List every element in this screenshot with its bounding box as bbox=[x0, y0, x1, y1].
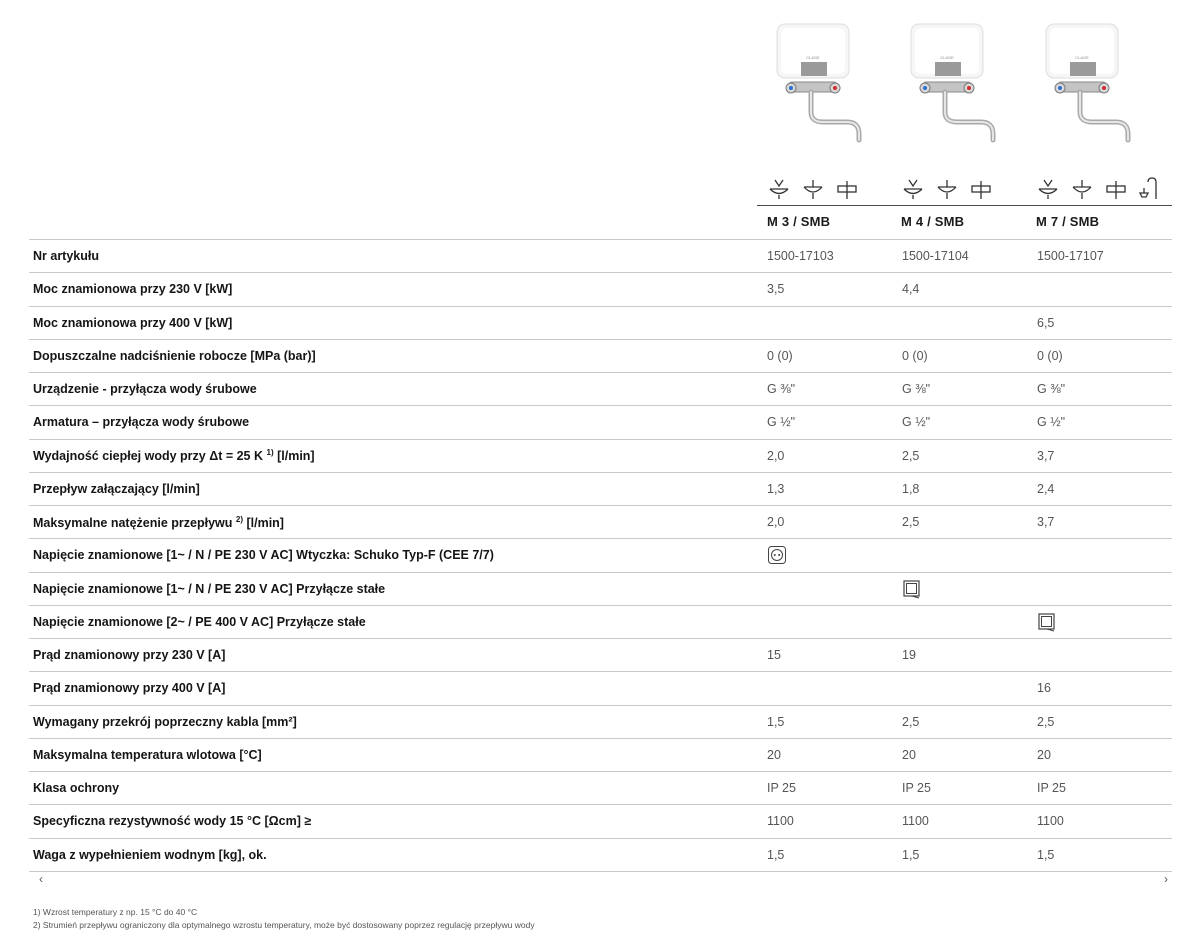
table-row bbox=[29, 240, 1172, 273]
table-row bbox=[29, 772, 1172, 805]
value-cell bbox=[902, 605, 1037, 638]
water-heater-image bbox=[767, 22, 877, 150]
row-label-text: Dopuszczalne nadciśnienie robocze [MPa (bar)] bbox=[33, 348, 316, 363]
value-cell: 16 bbox=[1037, 672, 1172, 705]
value-cell: 3,7 bbox=[1037, 506, 1172, 539]
value-cell: 2,5 bbox=[902, 439, 1037, 472]
row-label bbox=[29, 805, 767, 838]
value-cell: 1,8 bbox=[902, 472, 1037, 505]
value-cell bbox=[902, 672, 1037, 705]
row-label-text: Maksymalne natężenie przepływu bbox=[33, 515, 233, 530]
value-cell: G ½" bbox=[902, 406, 1037, 439]
scroll-left-button[interactable]: ‹ bbox=[39, 872, 43, 886]
basin-under-icon bbox=[1104, 176, 1128, 200]
row-label bbox=[29, 273, 767, 306]
value-cell: 1100 bbox=[767, 805, 902, 838]
value-cell bbox=[767, 672, 902, 705]
table-row bbox=[29, 406, 1172, 439]
model-name: M 3 / SMB bbox=[767, 214, 831, 229]
basin-over-icon bbox=[767, 176, 791, 200]
row-label bbox=[29, 572, 767, 605]
row-label-text: Napięcie znamionowe [1~ / N / PE 230 V AC] Wtyczka: Schuko Typ-F (CEE 7/7) bbox=[33, 548, 494, 563]
value-cell: 1,5 bbox=[902, 838, 1037, 871]
header-divider bbox=[757, 205, 1172, 206]
schuko-plug-icon bbox=[767, 545, 787, 565]
value-cell: 1,3 bbox=[767, 472, 902, 505]
row-label-text: Moc znamionowa przy 230 V [kW] bbox=[33, 282, 233, 297]
table-row bbox=[29, 805, 1172, 838]
value-cell bbox=[1037, 639, 1172, 672]
value-cell: G ½" bbox=[1037, 406, 1172, 439]
row-label-text: Moc znamionowa przy 400 V [kW] bbox=[33, 315, 233, 330]
value-cell bbox=[1037, 273, 1172, 306]
table-row bbox=[29, 738, 1172, 771]
product-column bbox=[1036, 0, 1170, 240]
row-label bbox=[29, 406, 767, 439]
value-cell: 0 (0) bbox=[767, 339, 902, 372]
heater-drawing bbox=[767, 22, 877, 150]
value-cell: IP 25 bbox=[902, 772, 1037, 805]
value-cell bbox=[767, 306, 902, 339]
value-cell: G ½" bbox=[767, 406, 902, 439]
basin-icon bbox=[935, 176, 959, 200]
row-label-text: Urządzenie - przyłącza wody śrubowe bbox=[33, 382, 257, 397]
row-label-unit: [l/min] bbox=[243, 515, 284, 530]
row-label-text: Klasa ochrony bbox=[33, 781, 120, 796]
value-cell: 20 bbox=[902, 738, 1037, 771]
table-row bbox=[29, 705, 1172, 738]
table-row bbox=[29, 639, 1172, 672]
footnote-ref: 1) bbox=[266, 448, 274, 458]
row-label bbox=[29, 672, 767, 705]
table-row bbox=[29, 572, 1172, 605]
row-label bbox=[29, 738, 767, 771]
horizontal-scrollbar[interactable] bbox=[29, 871, 1174, 887]
row-label bbox=[29, 705, 767, 738]
value-cell: IP 25 bbox=[767, 772, 902, 805]
basin-over-icon bbox=[1036, 176, 1060, 200]
product-header bbox=[0, 0, 1200, 240]
value-cell: 1100 bbox=[902, 805, 1037, 838]
value-cell: 2,0 bbox=[767, 506, 902, 539]
value-cell bbox=[1037, 605, 1172, 638]
value-cell: 3,7 bbox=[1037, 439, 1172, 472]
value-cell bbox=[767, 572, 902, 605]
value-cell: 2,5 bbox=[902, 705, 1037, 738]
usage-icons bbox=[901, 174, 993, 200]
basin-over-icon bbox=[901, 176, 925, 200]
value-cell: 1,5 bbox=[767, 705, 902, 738]
value-cell: 1500-17103 bbox=[767, 240, 902, 273]
row-label bbox=[29, 772, 767, 805]
water-heater-image bbox=[901, 22, 1011, 150]
value-cell: 2,4 bbox=[1037, 472, 1172, 505]
value-cell: 0 (0) bbox=[1037, 339, 1172, 372]
row-label bbox=[29, 539, 767, 572]
table-row bbox=[29, 838, 1172, 871]
value-cell: 2,0 bbox=[767, 439, 902, 472]
heater-drawing bbox=[1036, 22, 1146, 150]
usage-icons bbox=[1036, 174, 1162, 200]
footnote-ref: 2) bbox=[235, 514, 243, 524]
row-label-text: Specyficzna rezystywność wody 15 °C [Ωcm] ≥ bbox=[33, 814, 312, 829]
value-cell: 0 (0) bbox=[902, 339, 1037, 372]
row-label-text: Wymagany przekrój poprzeczny kabla [mm²] bbox=[33, 714, 297, 729]
table-row bbox=[29, 472, 1172, 505]
table-row bbox=[29, 439, 1172, 472]
value-cell: G ⅜" bbox=[902, 373, 1037, 406]
table-row bbox=[29, 672, 1172, 705]
value-cell bbox=[767, 605, 902, 638]
row-label bbox=[29, 439, 767, 472]
value-cell: 15 bbox=[767, 639, 902, 672]
value-cell: 1500-17104 bbox=[902, 240, 1037, 273]
table-row bbox=[29, 373, 1172, 406]
row-label-text: Maksymalna temperatura wlotowa [°C] bbox=[33, 747, 262, 762]
row-label bbox=[29, 639, 767, 672]
value-cell: 4,4 bbox=[902, 273, 1037, 306]
value-cell: IP 25 bbox=[1037, 772, 1172, 805]
footnote: 1) Wzrost temperatury z np. 15 °C do 40 °C bbox=[33, 907, 198, 917]
value-cell: G ⅜" bbox=[767, 373, 902, 406]
value-cell bbox=[1037, 539, 1172, 572]
value-cell bbox=[902, 572, 1037, 605]
row-label-text: Prąd znamionowy przy 230 V [A] bbox=[33, 648, 226, 663]
model-name: M 4 / SMB bbox=[901, 214, 965, 229]
value-cell bbox=[902, 306, 1037, 339]
basin-icon bbox=[801, 176, 825, 200]
row-label bbox=[29, 306, 767, 339]
brand-logo: CLAGE bbox=[1075, 55, 1089, 60]
row-label-text: Przepływ załączający [l/min] bbox=[33, 481, 200, 496]
row-label bbox=[29, 373, 767, 406]
row-label-text: Prąd znamionowy przy 400 V [A] bbox=[33, 681, 226, 696]
value-cell: 3,5 bbox=[767, 273, 902, 306]
table-row bbox=[29, 339, 1172, 372]
usage-icons bbox=[767, 174, 859, 200]
value-cell: 6,5 bbox=[1037, 306, 1172, 339]
product-column bbox=[901, 0, 1035, 240]
row-label bbox=[29, 339, 767, 372]
water-heater-image bbox=[1036, 22, 1146, 150]
value-cell bbox=[1037, 572, 1172, 605]
value-cell bbox=[767, 539, 902, 572]
fixed-connection-icon bbox=[902, 579, 922, 599]
value-cell: 1,5 bbox=[1037, 838, 1172, 871]
row-label-text: Wydajność ciepłej wody przy Δt = 25 K bbox=[33, 449, 264, 464]
row-label-text: Nr artykułu bbox=[33, 249, 99, 264]
table-row bbox=[29, 506, 1172, 539]
footnotes bbox=[33, 906, 535, 932]
table-row bbox=[29, 605, 1172, 638]
brand-logo: CLAGE bbox=[806, 55, 820, 60]
heater-drawing bbox=[901, 22, 1011, 150]
footnote: 2) Strumień przepływu ograniczony dla optymalnego wzrostu temperatury, może być dostosowany poprzez regulację przepływu wody bbox=[33, 920, 535, 930]
row-label-text: Armatura – przyłącza wody śrubowe bbox=[33, 415, 250, 430]
value-cell bbox=[902, 539, 1037, 572]
value-cell: 1,5 bbox=[767, 838, 902, 871]
brand-logo: CLAGE bbox=[940, 55, 954, 60]
spec-table bbox=[29, 239, 1172, 872]
model-name: M 7 / SMB bbox=[1036, 214, 1100, 229]
row-label-unit: [l/min] bbox=[273, 449, 315, 464]
value-cell: G ⅜" bbox=[1037, 373, 1172, 406]
basin-under-icon bbox=[969, 176, 993, 200]
value-cell: 1500-17107 bbox=[1037, 240, 1172, 273]
value-cell: 20 bbox=[767, 738, 902, 771]
basin-under-icon bbox=[835, 176, 859, 200]
table-row bbox=[29, 306, 1172, 339]
row-label bbox=[29, 605, 767, 638]
row-label-text: Waga z wypełnieniem wodnym [kg], ok. bbox=[33, 847, 267, 862]
row-label bbox=[29, 472, 767, 505]
row-label-text: Napięcie znamionowe [1~ / N / PE 230 V AC] Przyłącze stałe bbox=[33, 581, 386, 596]
table-row bbox=[29, 539, 1172, 572]
row-label-text: Napięcie znamionowe [2~ / PE 400 V AC] Przyłącze stałe bbox=[33, 614, 366, 629]
table-row bbox=[29, 273, 1172, 306]
value-cell: 19 bbox=[902, 639, 1037, 672]
shower-icon bbox=[1138, 176, 1162, 200]
value-cell: 1100 bbox=[1037, 805, 1172, 838]
scroll-right-button[interactable]: › bbox=[1164, 872, 1168, 886]
value-cell: 20 bbox=[1037, 738, 1172, 771]
value-cell: 2,5 bbox=[1037, 705, 1172, 738]
row-label bbox=[29, 838, 767, 871]
row-label bbox=[29, 240, 767, 273]
product-column bbox=[767, 0, 901, 240]
row-label bbox=[29, 506, 767, 539]
fixed-connection-icon bbox=[1037, 612, 1057, 632]
basin-icon bbox=[1070, 176, 1094, 200]
value-cell: 2,5 bbox=[902, 506, 1037, 539]
